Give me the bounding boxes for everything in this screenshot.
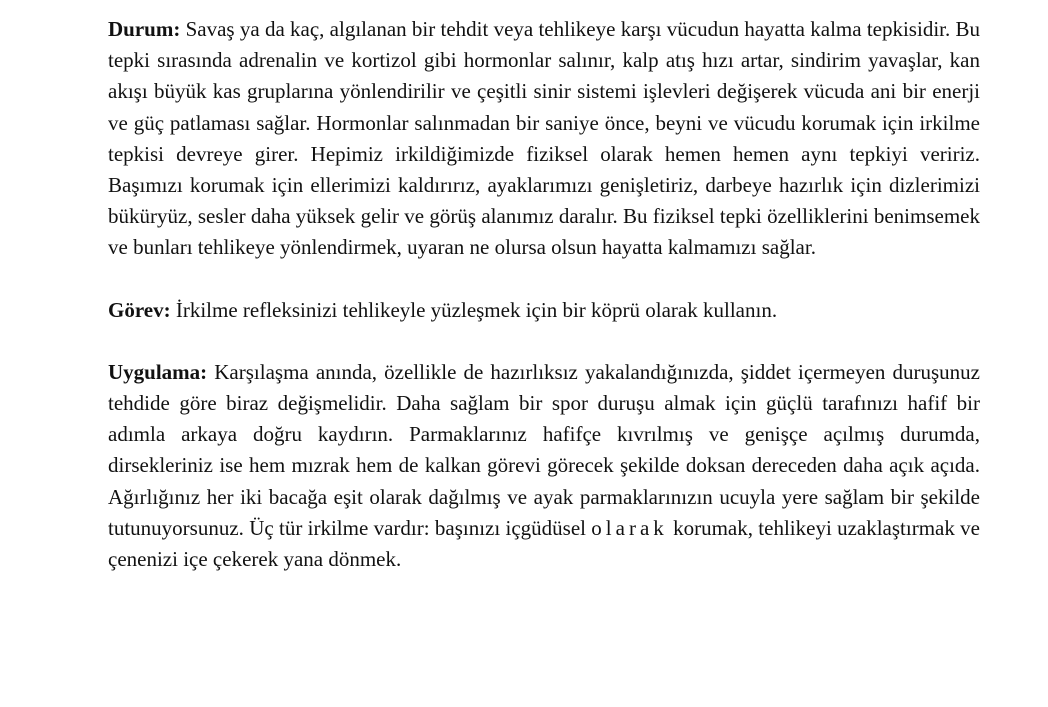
document-page [108,14,980,575]
paragraph-gorev [108,295,980,326]
paragraph-label-gorev: Görev: [108,297,171,322]
paragraph-body-uygulama-end: korumak, tehlikeyi uzaklaştırmak ve çenenizi içe çekerek yana dönmek. [108,515,980,572]
paragraph-label-durum: Durum: [108,17,181,41]
paragraph-spaced-word: olarak [591,515,668,540]
paragraph-body-gorev: İrkilme refleksinizi tehlikeyle yüzleşmek için bir köprü olarak kullanın. [175,297,778,322]
paragraph-body-durum: Savaş ya da kaç, algılanan bir tehdit veya tehlikeye karşı vücudun hayatta kalma tepkisidir. Bu tepki sırasında adrenalin ve kortizol gibi hormonlar salınır, kalp atış hızı artar, sindirim yavaşlar, kan akışı büyük kas gruplarına yönlendirilir ve çeşitli sinir sistemi işlevleri değişerek vücuda ani bir enerji ve güç patlaması sağlar. Hormonlar salınmadan bir saniye önce, beyni ve vücudu korumak için irkilme tepkisi devreye girer. Hepimiz irkildiğimizde fiziksel olarak hemen hemen aynı tepkiyi veririz. Başımızı korumak için ellerimizi kaldırırız, ayaklarımızı genişletiriz, darbeye hazırlık için dizlerimizi büküryüz, sesler daha yüksek gelir ve görüş alanımız daralır. Bu fiziksel tepki özelliklerini benimsemek ve bunları tehlikeye yönlendirmek, uyaran ne olursa olsun hayatta kalmamızı sağlar. [108,17,980,260]
paragraph-body-uygulama-start: Karşılaşma anında, özellikle de hazırlıksız yakalandığınızda, şiddet içermeyen duruşunuz tehdide göre biraz değişmelidir. Daha sağlam bir spor duruşu almak için güçlü tarafınızı hafif bir adımla arkaya doğru kaydırın. Parmaklarınız hafifçe kıvrılmış ve genişçe açılmış durumda, dirsekleriniz ise hem mızrak hem de kalkan görevi görecek şekilde doksan dereceden daha açık açıda. Ağırlığınız her iki bacağa eşit olarak dağılmış ve ayak parmaklarınızın ucuyla yere sağlam bir şekilde tutunuyorsunuz. Üç tür irkilme vardır: başınızı içgüdüsel [108,359,981,540]
paragraph-durum [108,14,980,264]
paragraph-label-uygulama: Uygulama: [108,359,208,384]
paragraph-uygulama [108,357,980,575]
